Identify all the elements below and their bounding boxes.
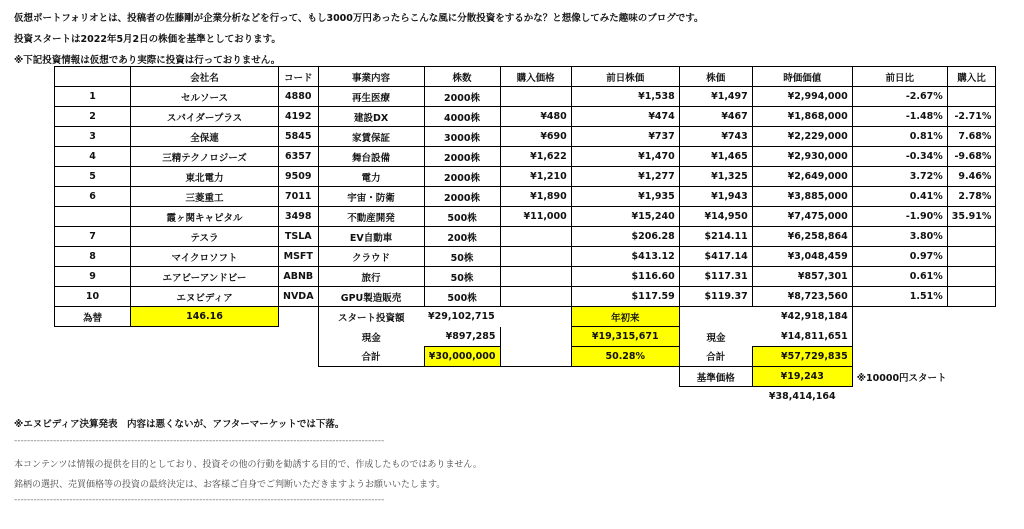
row-number: 2 [55, 107, 131, 127]
extra-value: ¥38,414,164 [768, 391, 836, 402]
row-number: 3 [55, 127, 131, 147]
row-number: 8 [55, 247, 131, 267]
prev-price: $117.59 [571, 287, 679, 307]
start-cash-label: 現金 [318, 327, 424, 347]
purchase-change [947, 287, 996, 307]
purchase-price: ¥1,890 [500, 187, 571, 207]
intro-line-3: ※下記投資情報は仮想であり実際に投資は行っておりません。 [14, 55, 281, 66]
prev-price: $116.60 [571, 267, 679, 287]
purchase-change [947, 87, 996, 107]
price: ¥1,465 [679, 147, 752, 167]
summary-row-1 [55, 307, 996, 327]
purchase-price: ¥480 [500, 107, 571, 127]
company-name: 霞ヶ関キャピタル [131, 207, 279, 227]
company-name: 三菱重工 [131, 187, 279, 207]
nvidia-note: ※エヌビディア決算発表 内容は悪くないが、アフターマーケットでは下落。 [14, 419, 345, 430]
base-price-value: ¥19,243 [752, 367, 852, 387]
header-cell [55, 67, 131, 87]
prev-price: ¥474 [571, 107, 679, 127]
header-business: 事業内容 [318, 67, 424, 87]
purchase-change: -9.68% [947, 147, 996, 167]
price: $214.11 [679, 227, 752, 247]
business: 建設DX [318, 107, 424, 127]
prev-price: ¥1,538 [571, 87, 679, 107]
purchase-change: -2.71% [947, 107, 996, 127]
table-row [55, 267, 996, 287]
base-price-note: ※10000円スタート [856, 372, 947, 384]
purchase-price [500, 287, 571, 307]
day-change: 3.72% [852, 167, 947, 187]
market-value: ¥2,229,000 [752, 127, 852, 147]
table-row [55, 287, 996, 307]
header-purchase-change: 購入比 [947, 67, 996, 87]
row-number: 7 [55, 227, 131, 247]
market-value: ¥8,723,560 [752, 287, 852, 307]
purchase-change [947, 267, 996, 287]
day-change: 3.80% [852, 227, 947, 247]
stock-code: NVDA [279, 287, 319, 307]
table-row [55, 127, 996, 147]
divider-bottom: ------------------------------------------------------------------------------------------------------------------ [14, 495, 385, 505]
start-amount-value: ¥29,102,715 [424, 307, 571, 327]
start-cash-value: ¥897,285 [445, 330, 496, 342]
stock-code: 4880 [279, 87, 319, 107]
ytd-value: ¥19,315,671 [571, 327, 679, 347]
market-value: ¥3,048,459 [752, 247, 852, 267]
business: 旅行 [318, 267, 424, 287]
business: 電力 [318, 167, 424, 187]
table-row [55, 247, 996, 267]
header-price: 株価 [679, 67, 752, 87]
row-number: 9 [55, 267, 131, 287]
portfolio-table [54, 66, 996, 406]
market-value: ¥6,258,864 [752, 227, 852, 247]
prev-price: ¥1,470 [571, 147, 679, 167]
business: 再生医療 [318, 87, 424, 107]
business: 家賃保証 [318, 127, 424, 147]
row-number: 10 [55, 287, 131, 307]
portfolio-table-body [55, 67, 996, 307]
purchase-change: 35.91% [947, 207, 996, 227]
summary-row-3 [55, 347, 996, 367]
business: EV自動車 [318, 227, 424, 247]
market-value: ¥7,475,000 [752, 207, 852, 227]
shares: 50株 [424, 247, 500, 267]
shares: 200株 [424, 227, 500, 247]
price: ¥1,325 [679, 167, 752, 187]
table-header-row [55, 67, 996, 87]
start-amount-label: スタート投資額 [318, 307, 424, 327]
header-company: 会社名 [131, 67, 279, 87]
day-change: -1.48% [852, 107, 947, 127]
day-change: -0.34% [852, 147, 947, 167]
shares: 4000株 [424, 107, 500, 127]
row-number: 6 [55, 187, 131, 207]
summary-row-4 [55, 367, 996, 387]
shares: 2000株 [424, 187, 500, 207]
price: ¥743 [679, 127, 752, 147]
row-number [55, 207, 131, 227]
day-change: 0.81% [852, 127, 947, 147]
day-change: 0.41% [852, 187, 947, 207]
start-total-value: ¥30,000,000 [424, 347, 500, 367]
row-number: 5 [55, 167, 131, 187]
price: ¥1,497 [679, 87, 752, 107]
stock-code: TSLA [279, 227, 319, 247]
day-change: -1.90% [852, 207, 947, 227]
market-value: ¥3,885,000 [752, 187, 852, 207]
purchase-price [500, 267, 571, 287]
table-row [55, 207, 996, 227]
header-shares: 株数 [424, 67, 500, 87]
prev-price: ¥15,240 [571, 207, 679, 227]
price: $417.14 [679, 247, 752, 267]
prev-price: $206.28 [571, 227, 679, 247]
purchase-change: 2.78% [947, 187, 996, 207]
market-value: ¥857,301 [752, 267, 852, 287]
summary-row-2 [55, 327, 996, 347]
company-name: 三精テクノロジーズ [131, 147, 279, 167]
market-value: ¥1,868,000 [752, 107, 852, 127]
stock-code: MSFT [279, 247, 319, 267]
company-name: 全保連 [131, 127, 279, 147]
company-name: 東北電力 [131, 167, 279, 187]
day-change: 0.97% [852, 247, 947, 267]
market-value: ¥2,930,000 [752, 147, 852, 167]
header-day-change: 前日比 [852, 67, 947, 87]
current-cash-label: 現金 [706, 332, 726, 344]
shares: 3000株 [424, 127, 500, 147]
purchase-price [500, 227, 571, 247]
header-code: コード [279, 67, 319, 87]
shares: 2000株 [424, 87, 500, 107]
stock-code: 4192 [279, 107, 319, 127]
company-name: セルソース [131, 87, 279, 107]
purchase-price: ¥11,000 [500, 207, 571, 227]
table-row [55, 167, 996, 187]
stock-code: 9509 [279, 167, 319, 187]
summary-section [55, 307, 996, 407]
business: 舞台設備 [318, 147, 424, 167]
purchase-change: 7.68% [947, 127, 996, 147]
business: 不動産開発 [318, 207, 424, 227]
purchase-price: ¥1,622 [500, 147, 571, 167]
shares: 500株 [424, 207, 500, 227]
disclaimer-line-2: 銘柄の選択、売買価格等の投資の最終決定は、お客様ご自身でご判断いただきますようお願いいたします。 [14, 480, 446, 490]
header-prev-price: 前日株価 [571, 67, 679, 87]
row-number: 4 [55, 147, 131, 167]
prev-price: ¥737 [571, 127, 679, 147]
current-cash-value: ¥14,811,651 [752, 327, 852, 347]
purchase-price: ¥1,210 [500, 167, 571, 187]
purchase-price [500, 247, 571, 267]
ytd-label: 年初来 [571, 307, 679, 327]
day-change: -2.67% [852, 87, 947, 107]
purchase-change: 9.46% [947, 167, 996, 187]
start-total-label: 合計 [318, 347, 424, 367]
table-row [55, 147, 996, 167]
day-change: 1.51% [852, 287, 947, 307]
purchase-price: ¥690 [500, 127, 571, 147]
intro-line-2: 投資スタートは2022年5月2日の株価を基準としております。 [14, 34, 281, 45]
shares: 500株 [424, 287, 500, 307]
business: クラウド [318, 247, 424, 267]
shares: 2000株 [424, 147, 500, 167]
table-row [55, 187, 996, 207]
shares: 2000株 [424, 167, 500, 187]
price: $117.31 [679, 267, 752, 287]
intro-line-1: 仮想ポートフォリオとは、投稿者の佐藤剛が企業分析などを行って、もし3000万円あったらこんな風に分散投資をするかな？と想像してみた趣味のブログです。 [14, 13, 704, 24]
price: ¥467 [679, 107, 752, 127]
prev-price: ¥1,277 [571, 167, 679, 187]
fx-value: 146.16 [131, 307, 279, 327]
business: GPU製造販売 [318, 287, 424, 307]
company-name: エヌビディア [131, 287, 279, 307]
purchase-change [947, 227, 996, 247]
stock-code: 3498 [279, 207, 319, 227]
divider-top: ------------------------------------------------------------------------------------------------------------------ [14, 436, 385, 446]
price: $119.37 [679, 287, 752, 307]
company-name: スパイダープラス [131, 107, 279, 127]
company-name: テスラ [131, 227, 279, 247]
market-value: ¥2,994,000 [752, 87, 852, 107]
header-purchase-price: 購入価格 [500, 67, 571, 87]
disclaimer-line-1: 本コンテンツは情報の提供を目的としており、投資その他の行動を勧誘する目的で、作成したものではありません。 [14, 460, 482, 470]
purchase-change [947, 247, 996, 267]
price: ¥1,943 [679, 187, 752, 207]
current-value: ¥42,918,184 [752, 307, 852, 327]
price: ¥14,950 [679, 207, 752, 227]
stock-code: ABNB [279, 267, 319, 287]
day-change: 0.61% [852, 267, 947, 287]
table-row [55, 107, 996, 127]
shares: 50株 [424, 267, 500, 287]
ytd-percent: 50.28% [571, 347, 679, 367]
base-price-label: 基準価格 [679, 367, 752, 387]
prev-price: ¥1,935 [571, 187, 679, 207]
purchase-price [500, 87, 571, 107]
stock-code: 6357 [279, 147, 319, 167]
market-value: ¥2,649,000 [752, 167, 852, 187]
prev-price: $413.12 [571, 247, 679, 267]
table-row [55, 87, 996, 107]
stock-code: 7011 [279, 187, 319, 207]
header-market-value: 時価価値 [752, 67, 852, 87]
business: 宇宙・防衛 [318, 187, 424, 207]
current-total-value: ¥57,729,835 [752, 347, 852, 367]
company-name: マイクロソフト [131, 247, 279, 267]
current-total-label: 合計 [706, 352, 726, 364]
row-number: 1 [55, 87, 131, 107]
summary-row-5 [55, 387, 996, 407]
table-row [55, 227, 996, 247]
company-name: エアビーアンドビー [131, 267, 279, 287]
fx-label: 為替 [55, 307, 131, 327]
stock-code: 5845 [279, 127, 319, 147]
